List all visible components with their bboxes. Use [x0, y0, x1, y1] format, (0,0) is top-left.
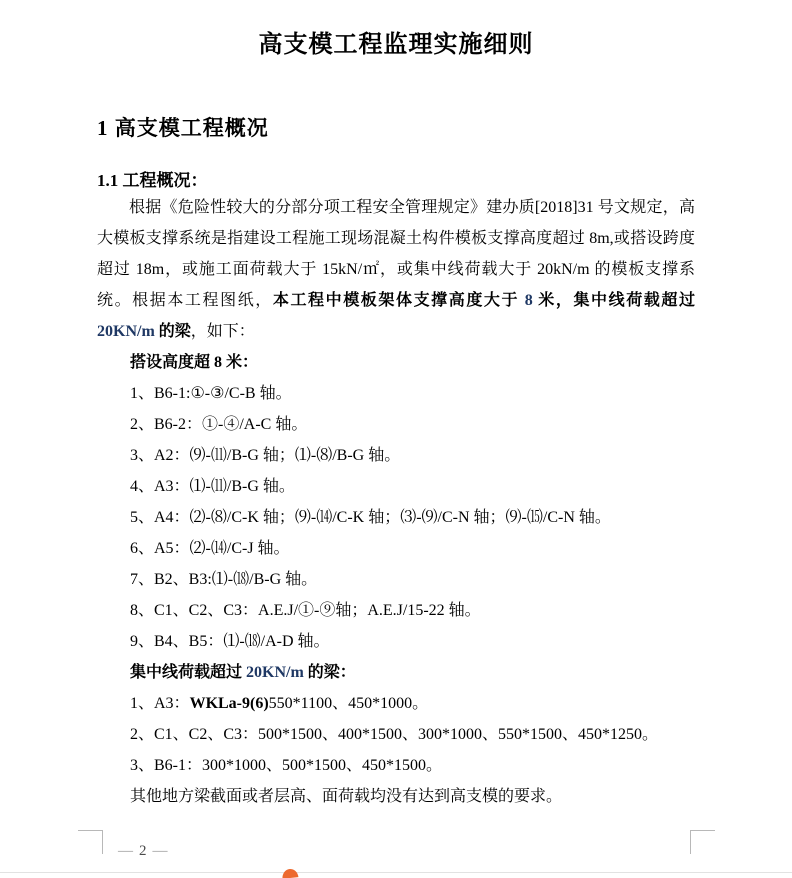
text-run: 9、B4、B5：⑴-⒅/A-D 轴。	[130, 633, 330, 650]
page-number	[118, 843, 170, 860]
list-item	[97, 378, 695, 409]
text-run: 集中线荷载超过	[130, 664, 247, 681]
list-item	[97, 626, 695, 657]
page-number-left-dash: —	[118, 843, 135, 859]
text-run: 的梁	[154, 323, 191, 340]
page-number-right-dash: —	[152, 843, 170, 859]
orange-marker-icon	[282, 868, 299, 878]
list-item	[97, 564, 695, 595]
document-title: 高支模工程监理实施细则	[258, 32, 534, 58]
list-item	[97, 688, 695, 719]
text-run: 6、A5：⑵-⒁/C-J 轴。	[130, 540, 290, 557]
subheading-line-load	[97, 657, 695, 688]
bottom-left-margin-mark	[78, 830, 103, 854]
page-number-value: 2	[139, 843, 149, 859]
list-item	[97, 440, 695, 471]
list-item	[97, 595, 695, 626]
text-run: 3、B6-1：300*1000、500*1500、450*1500。	[130, 757, 443, 774]
text-run: 4、A3：⑴-⑾/B-G 轴。	[130, 478, 295, 495]
intro-paragraph	[97, 192, 695, 347]
text-run: 3、A2：⑼-⑾/B-G 轴；⑴-⑻/B-G 轴。	[130, 447, 401, 464]
text-run: 1、A3：	[130, 695, 190, 712]
text-run: 搭设高度超 8 米：	[130, 354, 259, 371]
text-run: 米，集中线荷载超过	[532, 292, 695, 309]
text-run: 5、A4：⑵-⑻/C-K 轴；⑼-⒁/C-K 轴；⑶-⑼/C-N 轴；⑼-⒂/C-N 轴。	[130, 509, 611, 526]
text-run: 7、B2、B3:⑴-⒅/B-G 轴。	[130, 571, 318, 588]
text-run: 2、B6-2：①-④/A-C 轴。	[130, 416, 308, 433]
text-run: 20KN/m	[246, 664, 304, 681]
bottom-right-margin-mark	[690, 830, 715, 854]
section-heading: 1 高支模工程概况	[97, 116, 269, 140]
text-run: 1、B6-1:①-③/C-B 轴。	[130, 385, 292, 402]
text-run: 本工程中模板架体支撑高度大于	[272, 292, 525, 309]
list-item	[97, 750, 695, 781]
text-run: 550*1100、450*1000。	[268, 695, 429, 712]
text-run: 其他地方梁截面或者层高、面荷载均没有达到高支模的要求。	[130, 788, 563, 805]
text-run: 20KN/m	[97, 323, 155, 340]
page-edge-divider	[0, 872, 792, 873]
list-item	[97, 533, 695, 564]
subheading-height-over-8m	[97, 347, 695, 378]
list-item	[97, 719, 695, 750]
text-run: 根据《危险性较大的分部分项工程安全管理规定》建办质[2018]31 号文规定，高大模板支撑系统是指建设工程施工现场混凝土构件模板支撑高度超过 8m,或搭设跨度超过 18m，或施工面荷载大于 15kN/㎡，或集中线荷载大于 20kN/m 的模板支撑系统。根据本工程图纸，	[97, 199, 695, 309]
document-body	[97, 192, 695, 812]
list-item	[97, 502, 695, 533]
text-run: WKLa-9(6)	[189, 695, 269, 712]
text-run: 的梁：	[303, 664, 356, 681]
list-item	[97, 409, 695, 440]
text-run: 8、C1、C2、C3：A.E.J/①-⑨轴；A.E.J/15-22 轴。	[130, 602, 481, 619]
list-item	[97, 471, 695, 502]
subsection-heading: 1.1 工程概况：	[97, 171, 208, 190]
closing-note	[97, 781, 695, 812]
text-run: 8	[524, 292, 533, 309]
text-run: ，如下：	[190, 323, 255, 340]
text-run: 2、C1、C2、C3：500*1500、400*1500、300*1000、550*1500、450*1250。	[130, 726, 659, 743]
